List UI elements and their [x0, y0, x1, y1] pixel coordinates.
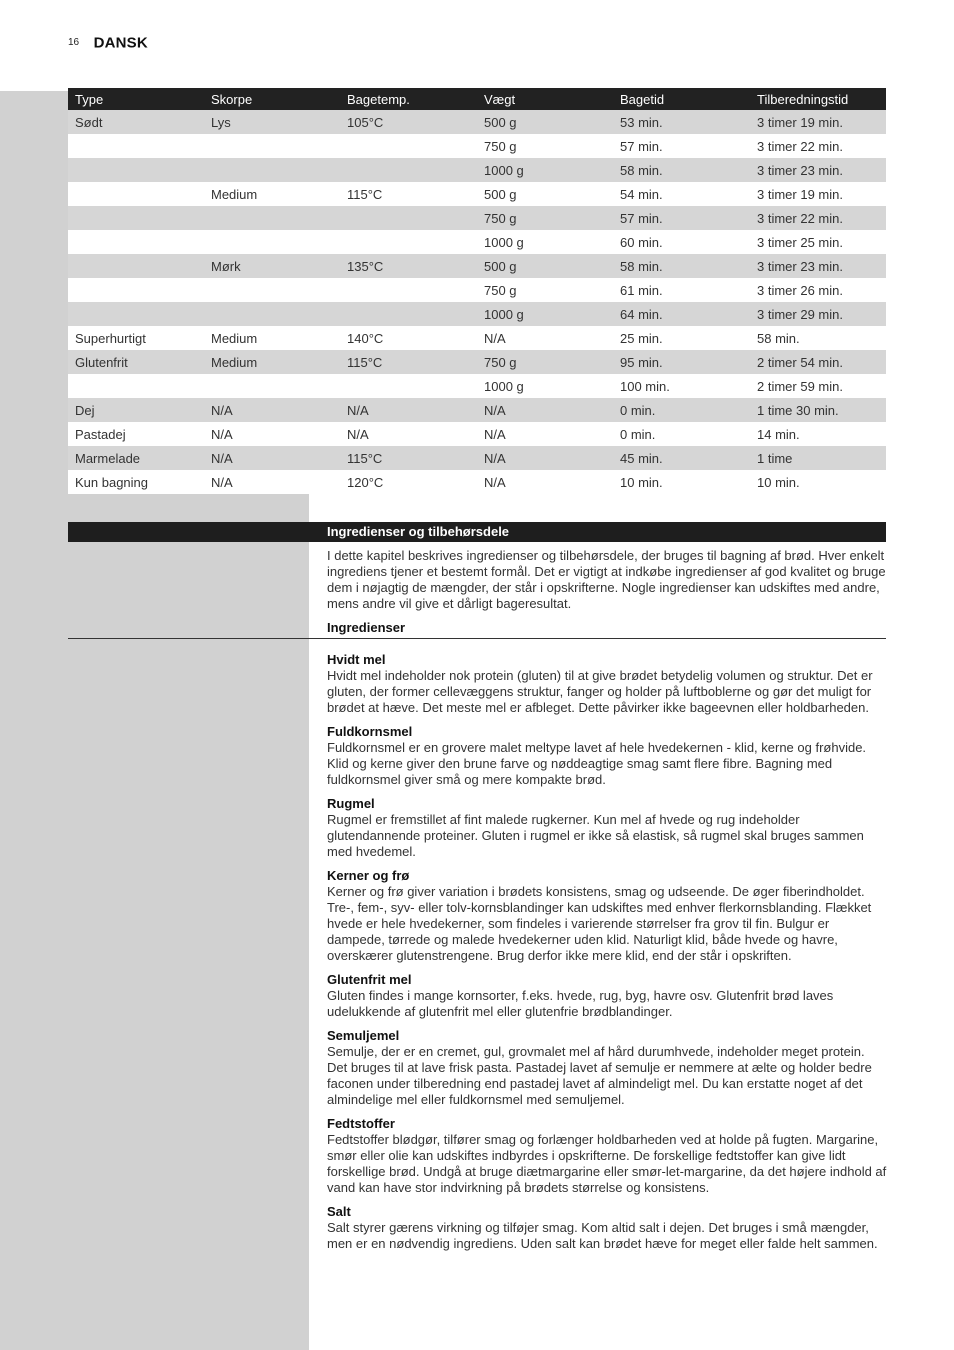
table-row — [68, 374, 886, 398]
table-row — [68, 158, 886, 182]
table-row — [68, 182, 886, 206]
table-cell — [68, 278, 204, 302]
table-row — [68, 134, 886, 158]
table-cell: 3 timer 23 min. — [750, 254, 886, 278]
table-cell: 3 timer 23 min. — [750, 158, 886, 182]
section-title: Ingredienser og tilbehørsdele — [327, 524, 510, 539]
table-cell: 60 min. — [613, 230, 750, 254]
table-cell — [340, 278, 477, 302]
table-cell: 140°C — [340, 326, 477, 350]
table-cell: 54 min. — [613, 182, 750, 206]
header-type: Type — [68, 88, 204, 110]
table-cell: N/A — [477, 422, 613, 446]
page-language-title: DANSK — [93, 34, 148, 52]
table-cell: 3 timer 29 min. — [750, 302, 886, 326]
divider-rule — [68, 638, 886, 639]
table-cell: Medium — [204, 326, 340, 350]
ingredient-text: Fuldkornsmel er en grovere malet meltype lavet af hele hvedekernen - klid, kerne og frøhvide. Klid og kerne giver den brune farve og nøddeagtige smag samt flere fibre. Bagning med fuldkornsmel giver små og mere kompakte brød. — [327, 740, 867, 787]
table-cell: N/A — [477, 398, 613, 422]
ingredient-text: Fedtstoffer blødgør, tilfører smag og forlænger holdbarheden ved at holde på fugten. Margarine, smør eller olie kan udskiftes indbyrdes i opskrifterne. De forskellige fedtstoffer kan give lidt forskellige brød. Undgå at bruge diætmargarine eller smør-let-margarine, da det højere indhold af vand kan have stor indvirkning på brødets størrelse og konsistens. — [327, 1132, 887, 1195]
table-cell: Glutenfrit — [68, 350, 204, 374]
table-cell: Mørk — [204, 254, 340, 278]
table-cell: Kun bagning — [68, 470, 204, 494]
table-cell: 1000 g — [477, 158, 613, 182]
table-cell: 3 timer 26 min. — [750, 278, 886, 302]
ingredient-block — [327, 724, 887, 788]
ingredient-block — [327, 652, 887, 716]
table-cell: 0 min. — [613, 398, 750, 422]
table-cell: 750 g — [477, 134, 613, 158]
header-total-time: Tilberedningstid — [750, 88, 886, 110]
table-cell: N/A — [204, 470, 340, 494]
table-cell: 61 min. — [613, 278, 750, 302]
table-row — [68, 470, 886, 494]
table-cell — [340, 206, 477, 230]
table-row — [68, 350, 886, 374]
table-cell: 115°C — [340, 182, 477, 206]
table-cell: 10 min. — [613, 470, 750, 494]
ingredient-block — [327, 1116, 887, 1196]
table-cell: 10 min. — [750, 470, 886, 494]
table-row — [68, 206, 886, 230]
ingredient-text: Semulje, der er en cremet, gul, grovmalet mel af hård durumhvede, indeholder meget protein. Det bruges til at lave frisk pasta. Pastadej lavet af semulje er nemmere at ælte og holder bedre faconen under tilberedning end pastadej lavet af almindeligt mel. Du kan erstatte noget af det almindelige mel eller fuldkornsmel med semuljemel. — [327, 1044, 872, 1107]
table-header-row — [68, 88, 886, 110]
section-intro-text: I dette kapitel beskrives ingredienser og tilbehørsdele, der bruges til bagning af brød. Hver enkelt ingrediens tjener et bestemt formål. Det er vigtigt at indkøbe ingredienser af god kvalitet og bruge dem i nøjagtig de mængder, der står i opskrifterne. Nogle ingredienser kan udskiftes med andre, mens andre vil give et dårligt bageresultat. — [327, 548, 886, 611]
table-cell: 500 g — [477, 110, 613, 134]
page-number: 16 — [68, 37, 80, 49]
ingredient-block — [327, 972, 887, 1020]
table-row — [68, 398, 886, 422]
header-crust: Skorpe — [204, 88, 340, 110]
table-cell: 1000 g — [477, 374, 613, 398]
header-baking-time: Bagetid — [613, 88, 750, 110]
table-cell — [68, 134, 204, 158]
table-row — [68, 446, 886, 470]
ingredient-text: Rugmel er fremstillet af fint malede rugkerner. Kun mel af hvede og rug indeholder glutendannende proteiner. Gluten i rugmel er ikke så elastisk, så rugmel skal bruges sammen med hvedemel. — [327, 812, 864, 859]
ingredient-title: Glutenfrit mel — [327, 972, 412, 987]
table-cell: N/A — [340, 422, 477, 446]
table-cell: N/A — [204, 422, 340, 446]
table-row — [68, 326, 886, 350]
section-intro-block — [327, 548, 887, 636]
table-cell: 120°C — [340, 470, 477, 494]
ingredient-text: Salt styrer gærens virkning og tilføjer smag. Kom altid salt i dejen. Det bruges i små mængder, men er en nødvendig ingrediens. Uden salt kan brødet hæve for meget eller falde helt sammen. — [327, 1220, 878, 1251]
table-cell: 750 g — [477, 206, 613, 230]
table-cell: 115°C — [340, 446, 477, 470]
table-cell: 135°C — [340, 254, 477, 278]
table-cell: 750 g — [477, 278, 613, 302]
page-header — [68, 34, 148, 52]
header-baking-temp: Bagetemp. — [340, 88, 477, 110]
ingredient-title: Fuldkornsmel — [327, 724, 413, 739]
table-cell: 58 min. — [613, 158, 750, 182]
table-cell: 500 g — [477, 254, 613, 278]
ingredient-block — [327, 1204, 887, 1252]
table-cell: 500 g — [477, 182, 613, 206]
table-cell: Superhurtigt — [68, 326, 204, 350]
table-cell: 3 timer 22 min. — [750, 134, 886, 158]
table-cell: 0 min. — [613, 422, 750, 446]
table-cell — [68, 302, 204, 326]
table-cell — [68, 230, 204, 254]
ingredient-title: Semuljemel — [327, 1028, 400, 1043]
ingredient-title: Rugmel — [327, 796, 375, 811]
table-cell — [204, 374, 340, 398]
baking-times-table — [68, 88, 886, 494]
table-cell: 45 min. — [613, 446, 750, 470]
table-cell: 105°C — [340, 110, 477, 134]
table-row — [68, 110, 886, 134]
table-cell: N/A — [477, 326, 613, 350]
table-cell: 1 time — [750, 446, 886, 470]
table-cell: 1000 g — [477, 302, 613, 326]
table-cell — [340, 134, 477, 158]
table-cell: 2 timer 59 min. — [750, 374, 886, 398]
ingredient-block — [327, 796, 887, 860]
ingredients-list — [327, 652, 887, 1260]
table-cell: Dej — [68, 398, 204, 422]
table-row — [68, 254, 886, 278]
table-cell: 95 min. — [613, 350, 750, 374]
table-cell — [68, 374, 204, 398]
table-cell: 25 min. — [613, 326, 750, 350]
table-cell — [204, 134, 340, 158]
table-cell: N/A — [204, 398, 340, 422]
table-cell: Medium — [204, 182, 340, 206]
table-cell: 58 min. — [613, 254, 750, 278]
table-cell — [340, 302, 477, 326]
table-cell: 3 timer 19 min. — [750, 182, 886, 206]
table-cell: Medium — [204, 350, 340, 374]
ingredient-title: Hvidt mel — [327, 652, 386, 667]
table-cell: Pastadej — [68, 422, 204, 446]
table-row — [68, 278, 886, 302]
table-cell: Sødt — [68, 110, 204, 134]
table-cell: 57 min. — [613, 134, 750, 158]
table-cell — [340, 374, 477, 398]
table-cell — [68, 158, 204, 182]
table-cell: 750 g — [477, 350, 613, 374]
ingredient-title: Kerner og frø — [327, 868, 410, 883]
ingredient-title: Salt — [327, 1204, 351, 1219]
ingredient-text: Gluten findes i mange kornsorter, f.eks. hvede, rug, byg, havre osv. Glutenfrit brød laves udelukkende af glutenfrit mel eller glutenfrie brødblandinger. — [327, 988, 834, 1019]
table-cell — [68, 254, 204, 278]
ingredient-text: Hvidt mel indeholder nok protein (gluten) til at give brødet betydelig volumen og struktur. Det er gluten, der former cellevæggens struktur, fanger og holder på luftboblerne og gør det muligt for brødet at hæve. Det meste mel er afbleget. Dette påvirker ikke bageevnen eller holdbarheden. — [327, 668, 873, 715]
table-cell: 57 min. — [613, 206, 750, 230]
table-cell: Lys — [204, 110, 340, 134]
table-cell: 115°C — [340, 350, 477, 374]
table-cell: 3 timer 22 min. — [750, 206, 886, 230]
table-cell: N/A — [477, 446, 613, 470]
table-cell — [340, 230, 477, 254]
table-cell: N/A — [477, 470, 613, 494]
table-cell: 58 min. — [750, 326, 886, 350]
table-cell: 2 timer 54 min. — [750, 350, 886, 374]
table-row — [68, 230, 886, 254]
table-cell: 100 min. — [613, 374, 750, 398]
ingredient-text: Kerner og frø giver variation i brødets konsistens, smag og udseende. De øger fiberindholdet. Tre-, fem-, syv- eller tolv-kornsblandinger kan udskiftes med enhver flerkornsblanding. Flækket hvede er hele hvedekerner, som findeles i varierende størrelser fra grov til fin. Bulgur er dampede, tørrede og malede hvedekerner uden klid. Naturligt klid, både hvede og havre, overskærer glutenstrengene. Brug derfor ikke mere klid, end der står i opskriften. — [327, 884, 872, 963]
ingredient-block — [327, 1028, 887, 1108]
table-cell: N/A — [204, 446, 340, 470]
ingredient-block — [327, 868, 887, 964]
table-cell — [340, 158, 477, 182]
table-cell: 3 timer 25 min. — [750, 230, 886, 254]
ingredient-title: Fedtstoffer — [327, 1116, 395, 1131]
table-row — [68, 302, 886, 326]
table-cell — [204, 158, 340, 182]
table-cell — [68, 206, 204, 230]
section-header-bar — [68, 522, 886, 542]
table-cell: 1000 g — [477, 230, 613, 254]
table-cell — [204, 230, 340, 254]
table-cell: 64 min. — [613, 302, 750, 326]
table-cell: 1 time 30 min. — [750, 398, 886, 422]
ingredients-subheading: Ingredienser — [327, 620, 406, 635]
table-cell: 53 min. — [613, 110, 750, 134]
table-cell: N/A — [340, 398, 477, 422]
table-cell — [204, 278, 340, 302]
header-weight: Vægt — [477, 88, 613, 110]
table-cell: 14 min. — [750, 422, 886, 446]
table-row — [68, 422, 886, 446]
table-cell: 3 timer 19 min. — [750, 110, 886, 134]
table-cell — [204, 302, 340, 326]
table-cell — [204, 206, 340, 230]
table-cell — [68, 182, 204, 206]
table-cell: Marmelade — [68, 446, 204, 470]
